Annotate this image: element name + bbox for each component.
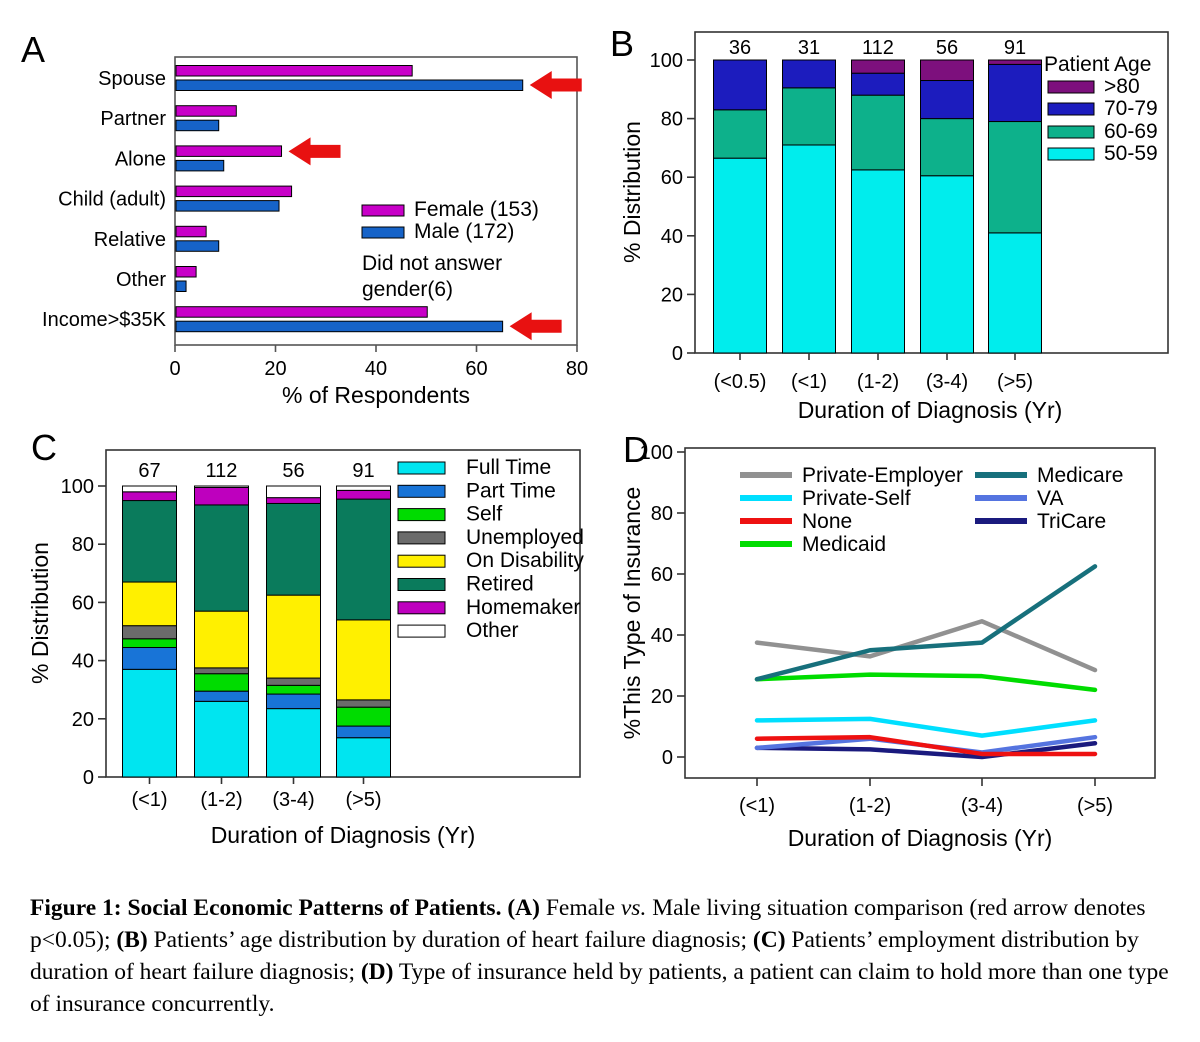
figure-caption xyxy=(30,893,1178,1021)
bar-count: 36 xyxy=(728,37,752,59)
bar-segment xyxy=(989,122,1042,233)
legend-label: On Disability xyxy=(466,549,584,573)
y-tick-label: 60 xyxy=(650,564,673,586)
note-line-2: gender(6) xyxy=(362,278,454,301)
legend-swatch xyxy=(1048,148,1094,160)
bar-segment xyxy=(989,233,1042,353)
panel-label-c: C xyxy=(31,427,57,468)
bar-segment xyxy=(852,60,905,73)
legend-label: Private-Self xyxy=(802,487,911,510)
bar-segment xyxy=(337,486,391,490)
bar-count: 31 xyxy=(797,37,821,59)
legend-label: Male (172) xyxy=(414,220,515,243)
x-tick-label: (>5) xyxy=(1076,795,1114,817)
bar-segment xyxy=(783,145,836,353)
panel-label-d: D xyxy=(623,429,649,470)
bar-male xyxy=(176,160,224,171)
bar-segment xyxy=(337,490,391,499)
bar-segment xyxy=(123,639,177,648)
category-label: Child (adult) xyxy=(58,188,166,211)
note-line-1: Did not answer xyxy=(362,252,503,275)
bar-segment xyxy=(267,678,321,685)
caption-segment: (D) xyxy=(360,958,394,985)
bar-segment xyxy=(921,81,974,119)
bar-segment xyxy=(921,119,974,176)
x-tick-label: (1-2) xyxy=(856,371,900,393)
bar-male xyxy=(176,201,279,212)
x-tick-label: (<1) xyxy=(131,789,168,811)
legend-label: Medicare xyxy=(1037,464,1124,487)
bar-segment xyxy=(267,685,321,694)
bar-segment xyxy=(989,64,1042,121)
y-tick-label: 20 xyxy=(71,708,94,731)
category-label: Partner xyxy=(100,108,166,131)
x-tick-label: (1-2) xyxy=(848,795,892,817)
panel-label-b: B xyxy=(609,23,635,64)
x-tick-label: 0 xyxy=(169,358,181,380)
bar-count: 112 xyxy=(862,37,894,59)
legend-swatch xyxy=(362,205,404,216)
legend-label: Other xyxy=(466,619,519,643)
caption-segment: (A) xyxy=(507,895,540,921)
y-tick-label: 80 xyxy=(71,534,94,557)
x-axis-label: % of Respondents xyxy=(282,382,470,408)
y-tick-label: 0 xyxy=(661,747,673,769)
bar-segment xyxy=(267,503,321,595)
y-axis-label: % Distribution xyxy=(27,542,53,684)
y-tick-label: 100 xyxy=(649,50,683,72)
bar-segment xyxy=(852,170,905,353)
category-label: Income>$35K xyxy=(42,309,166,332)
legend-label: Private-Employer xyxy=(802,464,964,487)
legend-swatch xyxy=(398,625,445,637)
bar-count: 67 xyxy=(138,460,161,482)
y-tick-label: 40 xyxy=(660,225,683,248)
bar-segment xyxy=(195,691,249,701)
x-tick-label: 40 xyxy=(364,358,388,380)
bar-segment xyxy=(195,611,249,668)
bar-segment xyxy=(195,701,249,777)
y-tick-label: 60 xyxy=(660,167,683,190)
caption-segment: (B) xyxy=(116,926,148,953)
legend-swatch xyxy=(1048,81,1094,93)
x-tick-label: (<1) xyxy=(738,795,776,817)
y-tick-label: 80 xyxy=(650,503,673,525)
bar-male xyxy=(176,281,186,292)
x-axis-label: Duration of Diagnosis (Yr) xyxy=(797,397,1063,423)
bar-segment xyxy=(123,501,177,582)
bar-male xyxy=(176,321,503,332)
y-tick-label: 0 xyxy=(82,767,94,789)
bar-segment xyxy=(337,707,391,726)
x-tick-label: (>5) xyxy=(345,789,382,811)
bar-segment xyxy=(123,669,177,777)
y-tick-label: 80 xyxy=(660,108,683,131)
bar-segment xyxy=(714,60,767,110)
legend-swatch xyxy=(398,579,445,591)
bar-segment xyxy=(337,499,391,620)
y-tick-label: 40 xyxy=(650,625,673,647)
legend-swatch xyxy=(398,555,445,567)
x-axis-label: Duration of Diagnosis (Yr) xyxy=(787,825,1053,851)
bar-segment xyxy=(337,726,391,738)
legend-label: Retired xyxy=(466,572,534,596)
bar-segment xyxy=(195,486,249,487)
legend-swatch xyxy=(398,462,445,474)
bar-segment xyxy=(337,700,391,707)
y-tick-label: 100 xyxy=(60,476,94,498)
legend-label: 60-69 xyxy=(1104,120,1158,143)
y-tick-label: 60 xyxy=(71,592,94,615)
legend-swatch xyxy=(1048,126,1094,138)
caption-segment: Figure 1: Social Economic Patterns of Patients. xyxy=(30,895,508,921)
legend-title: Patient Age xyxy=(1044,53,1152,76)
caption-segment: Type of insurance held by patients, a patient can claim to hold more than one type of insurance concurrently. xyxy=(30,958,1169,1017)
y-tick-label: 100 xyxy=(639,442,673,464)
bar-male xyxy=(176,80,523,91)
bar-female xyxy=(176,186,292,197)
caption-segment: (C) xyxy=(752,926,786,953)
bar-segment xyxy=(852,73,905,95)
y-axis-label: % Distribution xyxy=(619,121,645,263)
bar-segment xyxy=(783,60,836,88)
bar-segment xyxy=(123,486,177,492)
bar-segment xyxy=(337,738,391,777)
category-label: Spouse xyxy=(98,68,166,90)
legend-label: Medicaid xyxy=(802,533,887,556)
y-tick-label: 0 xyxy=(671,343,683,365)
bar-male xyxy=(176,120,219,131)
bar-female xyxy=(176,106,236,117)
legend-label: Part Time xyxy=(466,479,556,503)
caption-segment: Male living situation comparison (red arrow denotes p<0.05); xyxy=(30,895,1146,953)
bar-segment xyxy=(195,505,249,611)
x-tick-label: (3-4) xyxy=(925,371,969,393)
legend-label: Female (153) xyxy=(414,198,539,221)
bar-segment xyxy=(195,668,249,674)
legend-label: None xyxy=(802,510,853,533)
bar-segment xyxy=(195,487,249,504)
bar-segment xyxy=(783,88,836,145)
legend-swatch xyxy=(398,532,445,544)
x-tick-label: (>5) xyxy=(996,371,1034,393)
x-tick-label: 80 xyxy=(565,358,589,380)
caption-segment: Patients’ employment distribution by duration of heart failure diagnosis; xyxy=(30,926,1139,985)
caption-segment: vs. xyxy=(620,895,647,921)
category-label: Relative xyxy=(93,228,166,251)
legend-label: Homemaker xyxy=(466,595,581,619)
y-tick-label: 20 xyxy=(660,284,683,307)
legend-label: VA xyxy=(1037,487,1064,510)
legend-label: 50-59 xyxy=(1104,142,1158,165)
legend-swatch xyxy=(398,485,445,497)
x-tick-label: (<1) xyxy=(790,371,828,393)
bar-female xyxy=(176,146,282,157)
bar-count: 56 xyxy=(282,460,305,482)
y-tick-label: 20 xyxy=(650,686,673,708)
x-axis-label: Duration of Diagnosis (Yr) xyxy=(210,822,476,848)
bar-segment xyxy=(989,60,1042,64)
bar-female xyxy=(176,307,427,318)
legend-label: Unemployed xyxy=(466,525,584,549)
legend-swatch xyxy=(1048,103,1094,115)
legend-label: Self xyxy=(466,502,503,526)
x-tick-label: 20 xyxy=(264,358,287,380)
caption-segment: Female xyxy=(539,895,621,921)
legend-label: >80 xyxy=(1104,75,1140,98)
bar-segment xyxy=(852,95,905,170)
bar-segment xyxy=(267,486,321,498)
x-tick-label: (1-2) xyxy=(200,789,243,811)
legend-swatch xyxy=(398,602,445,614)
x-tick-label: (3-4) xyxy=(960,795,1004,817)
bar-segment xyxy=(195,674,249,691)
bar-count: 91 xyxy=(352,460,375,482)
caption-segment: Patients’ age distribution by duration of heart failure diagnosis; xyxy=(147,926,753,953)
bar-female xyxy=(176,226,206,237)
bar-segment xyxy=(267,694,321,709)
y-axis-label: %This Type of Insurance xyxy=(619,486,645,740)
category-label: Other xyxy=(115,269,166,291)
bar-segment xyxy=(123,492,177,501)
bar-segment xyxy=(123,582,177,626)
panel-label-a: A xyxy=(20,29,46,70)
bar-count: 56 xyxy=(935,37,959,59)
bar-segment xyxy=(337,620,391,700)
bar-segment xyxy=(714,158,767,353)
bar-segment xyxy=(267,498,321,504)
bar-female xyxy=(176,66,412,77)
bar-male xyxy=(176,241,219,252)
bar-female xyxy=(176,267,196,278)
bar-segment xyxy=(714,110,767,158)
x-tick-label: (3-4) xyxy=(272,789,315,811)
bar-count: 112 xyxy=(205,460,238,482)
legend-swatch xyxy=(362,227,404,238)
legend-swatch xyxy=(398,509,445,521)
bar-segment xyxy=(123,626,177,639)
legend-label: Full Time xyxy=(466,456,552,479)
bar-segment xyxy=(267,595,321,678)
legend-label: TriCare xyxy=(1037,510,1107,533)
bar-segment xyxy=(123,648,177,670)
bar-count: 91 xyxy=(1003,37,1027,59)
bar-segment xyxy=(921,60,974,81)
x-tick-label: 60 xyxy=(465,358,488,380)
y-tick-label: 40 xyxy=(71,650,94,673)
category-label: Alone xyxy=(114,148,166,171)
legend-label: 70-79 xyxy=(1104,97,1158,120)
bar-segment xyxy=(267,709,321,777)
bar-segment xyxy=(921,176,974,353)
x-tick-label: (<0.5) xyxy=(713,371,767,393)
